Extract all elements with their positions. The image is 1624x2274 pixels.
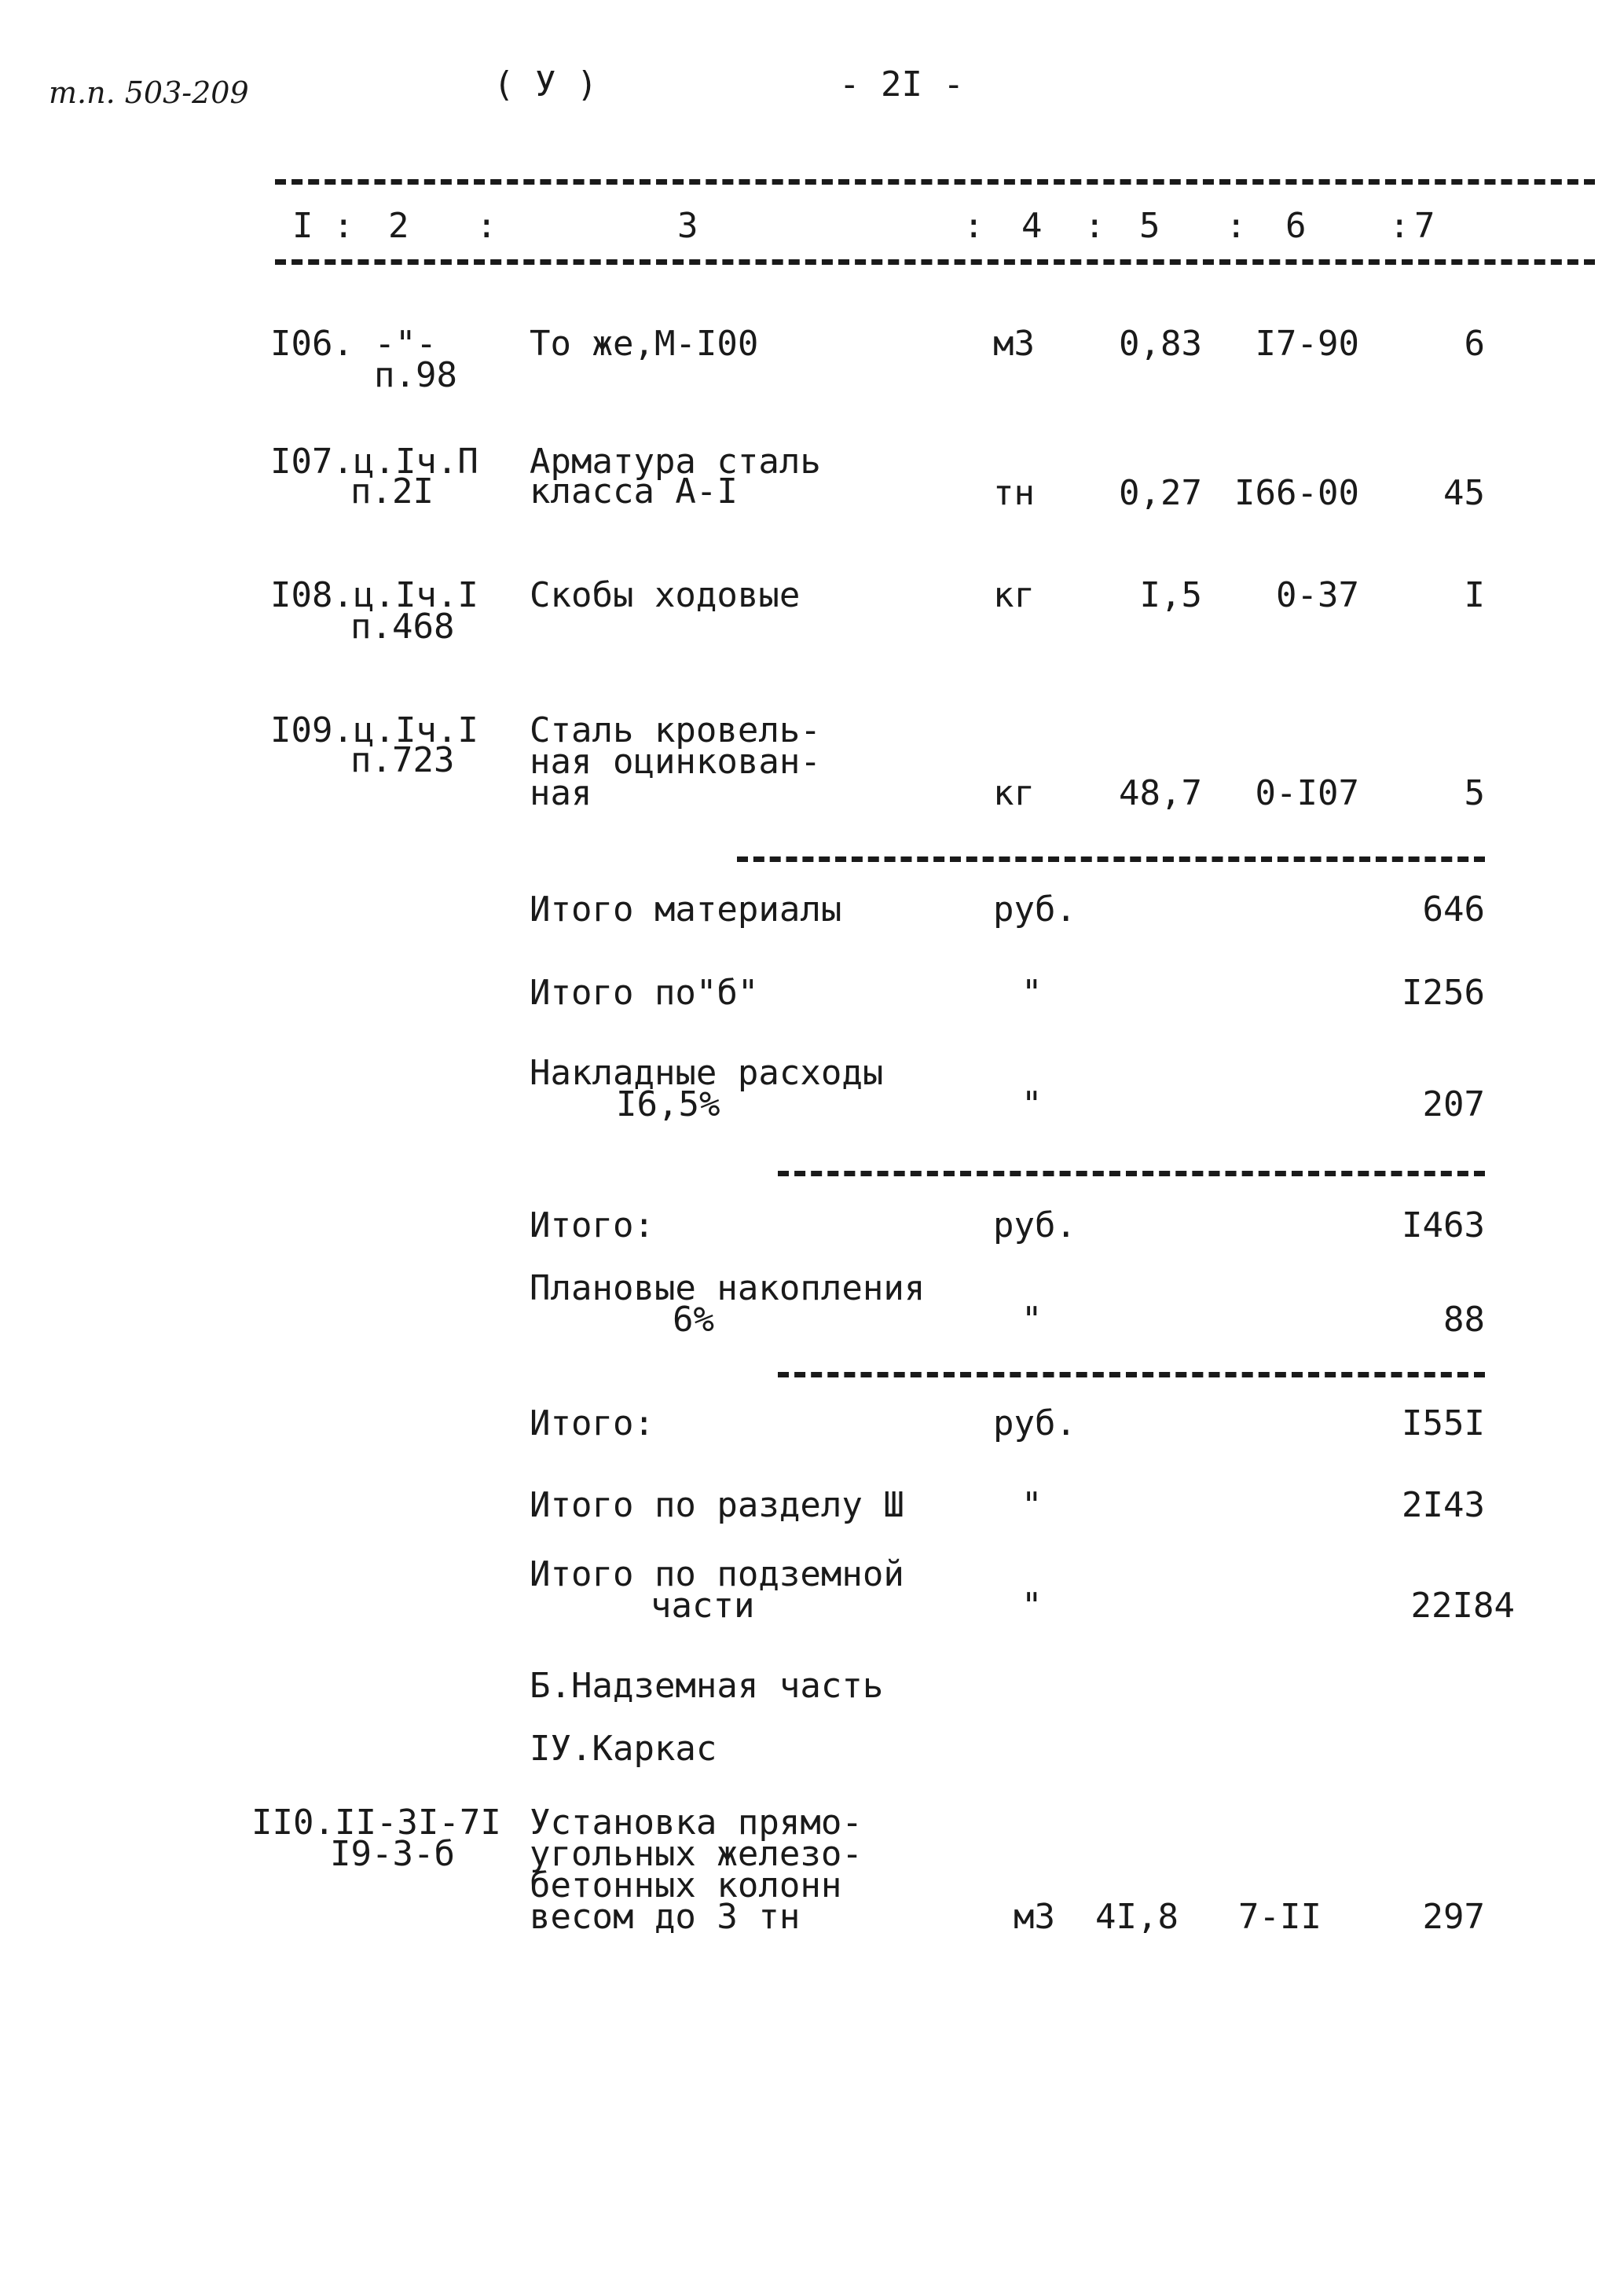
row-price: 0-I07 <box>1255 773 1359 813</box>
row-total: 45 <box>1443 473 1485 513</box>
row-name: угольных железо- <box>530 1834 863 1874</box>
row-total: 5 <box>1464 773 1485 813</box>
row-unit: тн <box>993 473 1035 513</box>
section-heading: Б.Надземная часть <box>530 1666 884 1706</box>
total-unit: " <box>1021 973 1043 1013</box>
column-header-3: 3 <box>677 206 698 246</box>
column-separator: : <box>1226 206 1247 246</box>
row-ref: п.98 <box>374 355 457 395</box>
column-separator: : <box>476 206 497 246</box>
row-price: I7-90 <box>1255 324 1359 364</box>
section-heading: IУ.Каркас <box>530 1729 717 1769</box>
row-quantity: 48,7 <box>1119 773 1202 813</box>
section-marker: ( У ) <box>493 64 598 105</box>
column-header-1: I <box>292 206 313 246</box>
row-name: То же,М-I00 <box>530 324 759 364</box>
row-ref: I9-3-б <box>330 1834 455 1874</box>
total-value: 207 <box>1422 1084 1485 1124</box>
column-header-6: 6 <box>1285 206 1307 246</box>
column-separator: : <box>333 206 354 246</box>
row-quantity: 0,27 <box>1119 473 1202 513</box>
row-ref: I07.ц.Iч.П <box>270 442 478 482</box>
total-unit: " <box>1021 1084 1043 1124</box>
row-name: ная оцинкован- <box>530 742 821 782</box>
total-label: Итого: <box>530 1403 654 1443</box>
total-label: части <box>651 1586 755 1626</box>
total-unit: " <box>1021 1586 1043 1626</box>
column-header-7: 7 <box>1414 206 1435 246</box>
total-label: Итого по"б" <box>530 973 759 1013</box>
total-label: Плановые накопления <box>530 1268 926 1308</box>
row-total: I <box>1464 575 1485 615</box>
column-header-2: 2 <box>388 206 409 246</box>
total-unit: руб. <box>993 1403 1076 1443</box>
row-name: весом до 3 тн <box>530 1897 801 1937</box>
total-label: Накладные расходы <box>530 1053 884 1093</box>
column-header-4: 4 <box>1021 206 1043 246</box>
page-number: - 2I - <box>839 64 964 105</box>
total-label: 6% <box>673 1300 714 1340</box>
row-price: 0-37 <box>1276 575 1359 615</box>
subtotal-rule <box>778 1372 1485 1377</box>
subtotal-rule <box>778 1171 1485 1176</box>
document-stamp: т.п. 503-209 <box>49 75 249 110</box>
column-separator: : <box>963 206 984 246</box>
total-label: I6,5% <box>616 1084 720 1124</box>
total-label: Итого по разделу Ш <box>530 1485 904 1525</box>
row-name: бетонных колонн <box>530 1865 842 1905</box>
table-top-rule <box>275 179 1595 185</box>
table-header-rule <box>275 259 1595 265</box>
total-value: I463 <box>1402 1205 1485 1245</box>
row-quantity: 4I,8 <box>1095 1897 1179 1937</box>
row-name: класса А-I <box>530 471 738 512</box>
row-quantity: 0,83 <box>1119 324 1202 364</box>
total-unit: " <box>1021 1485 1043 1525</box>
total-unit: " <box>1021 1300 1043 1340</box>
total-unit: руб. <box>993 1205 1076 1245</box>
row-ref: I06. -"- <box>270 324 437 364</box>
total-label: Итого: <box>530 1205 654 1245</box>
total-value: 2I43 <box>1402 1485 1485 1525</box>
row-quantity: I,5 <box>1139 575 1202 615</box>
row-unit: м3 <box>1014 1897 1055 1937</box>
row-name: Сталь кровель- <box>530 710 821 750</box>
row-price: 7-II <box>1238 1897 1322 1937</box>
row-total: 297 <box>1422 1897 1485 1937</box>
total-value: 646 <box>1422 889 1485 930</box>
total-label: Итого по подземной <box>530 1554 904 1594</box>
total-value: I55I <box>1402 1403 1485 1443</box>
row-unit: кг <box>993 773 1035 813</box>
row-ref: п.723 <box>350 740 455 780</box>
row-name: Арматура сталь <box>530 442 821 482</box>
row-unit: кг <box>993 575 1035 615</box>
row-name: Скобы ходовые <box>530 575 801 615</box>
row-ref: I08.ц.Iч.I <box>270 575 478 615</box>
row-ref: I09.ц.Iч.I <box>270 710 478 750</box>
total-label: Итого материалы <box>530 889 842 930</box>
row-ref: п.2I <box>350 471 434 512</box>
total-unit: руб. <box>993 889 1076 930</box>
total-value: I256 <box>1402 973 1485 1013</box>
row-ref: II0.II-3I-7I <box>251 1803 501 1843</box>
row-name: Установка прямо- <box>530 1803 863 1843</box>
column-header-5: 5 <box>1139 206 1160 246</box>
row-name: ная <box>530 773 592 813</box>
total-value: 22I84 <box>1410 1586 1515 1626</box>
row-total: 6 <box>1464 324 1485 364</box>
column-separator: : <box>1389 206 1410 246</box>
subtotal-rule <box>737 856 1485 862</box>
column-separator: : <box>1084 206 1105 246</box>
total-value: 88 <box>1443 1300 1485 1340</box>
row-price: I66-00 <box>1234 473 1359 513</box>
row-unit: м3 <box>993 324 1035 364</box>
row-ref: п.468 <box>350 607 455 647</box>
